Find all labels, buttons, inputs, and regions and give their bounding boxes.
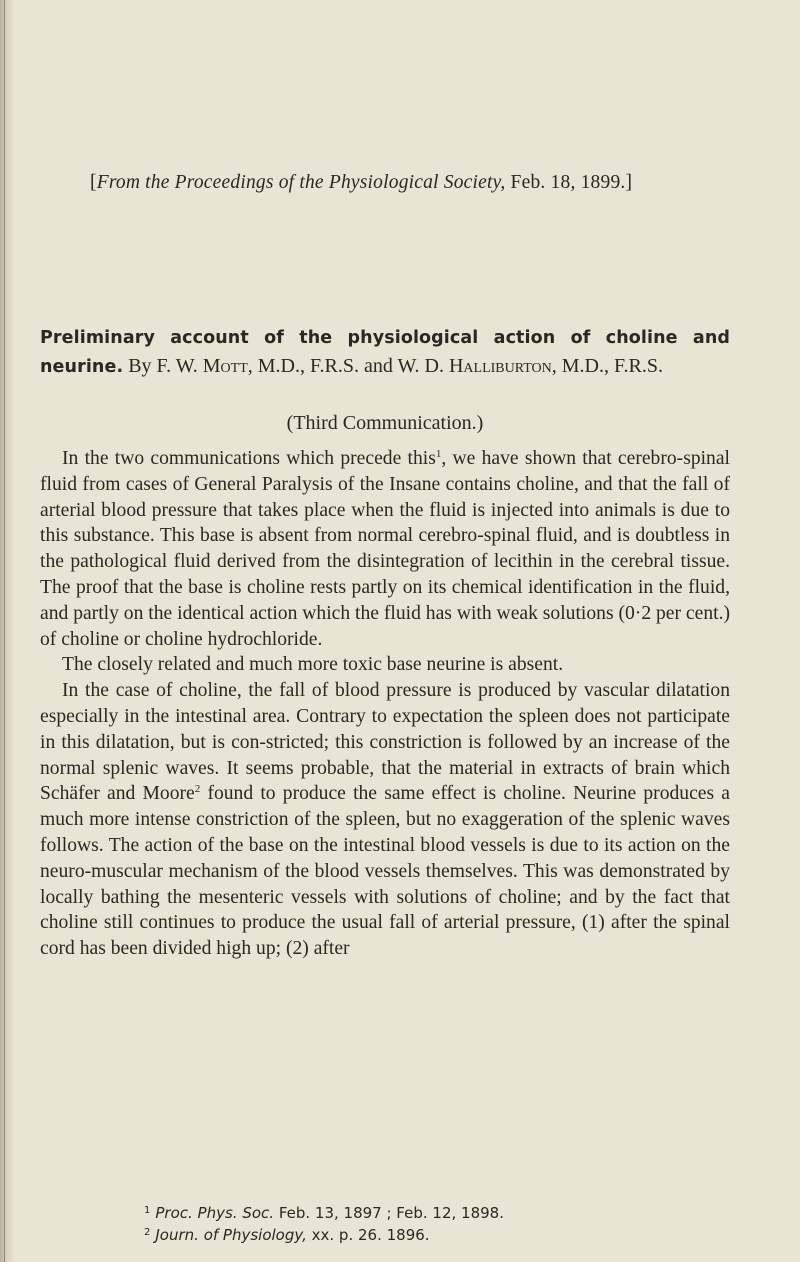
communication-label: (Third Communication.) [286, 412, 484, 434]
paragraph-3 [40, 678, 730, 962]
binding-line [4, 0, 5, 1262]
footnote-2-journal: Journ. of Physiology, [155, 1226, 307, 1244]
paragraph-1 [40, 446, 730, 652]
footnote-ref-1: 1 [435, 448, 442, 460]
footnote-1 [144, 1201, 744, 1223]
footnote-1-journal: Proc. Phys. Soc. [155, 1204, 275, 1222]
author-by: By F. W. [128, 355, 198, 377]
article-body [40, 446, 730, 962]
footnotes [144, 1201, 744, 1245]
open-bracket: [ [90, 172, 97, 193]
author2-credentials: M.D., F.R.S. [561, 355, 663, 377]
footnote-2-mark: 2 [144, 1227, 151, 1238]
article-title: Preliminary account of the physiological action of choline and neurine. [40, 328, 730, 377]
paragraph-2: The closely related and much more toxic base neurine is absent. [62, 654, 564, 676]
close-bracket: ] [625, 172, 633, 193]
footnote-1-ref: Feb. 13, 1897 ; Feb. 12, 1898. [278, 1204, 504, 1222]
paragraph-3-text-b: found to produce the same effect is choline. Neurine produces a much more intense constriction of the spleen, but no exaggeration of the splenic waves follows. The action of the base on the intestinal blood vessels is due to its action on the neuro-muscular mechanism of the blood vessels themselves. This was demonstrated by locally bathing the mesenteric vessels with solutions of choline; and by the fact that choline still continues to produce the usual fall of arterial pressure, (1) after the spinal cord has been divided high up; (2) after [40, 783, 730, 960]
footnote-1-mark: 1 [144, 1205, 151, 1216]
paragraph-3-text-a: In the case of choline, the fall of blood pressure is produced by vascular dilatation especially in the intestinal area. Contrary to expectation the spleen does not participate in this dilatation, but is con-stricted; this constriction is followed by an increase of the normal splenic waves. It seems probable, that the material in extracts of brain which Schäfer and Moore [40, 680, 730, 805]
source-citation [90, 172, 760, 194]
footnote-2 [144, 1223, 744, 1245]
page-binding-edge [0, 0, 14, 1262]
document-page [40, 0, 770, 1262]
author1-credentials: M.D., F.R.S. and W. D. [257, 355, 444, 377]
footnote-2-ref: xx. p. 26. 1896. [311, 1226, 430, 1244]
author2-surname: Halliburton, [448, 355, 557, 377]
footnote-ref-2: 2 [194, 783, 201, 796]
article-heading [40, 323, 730, 381]
paragraph-1-text-b: , we have shown that cerebro-spinal fluid from cases of General Paralysis of the Insane contains choline, and that the fall of arterial blood pressure that takes place when the fluid is injected into animals is due to this substance. This base is absent from normal cerebro-spinal fluid, and is doubtless in the pathological fluid derived from the disintegration of lecithin in the cerebral tissue. The proof that the base is choline rests partly on its chemical identification in the fluid, and partly on the identical action which the fluid has with weak solutions (0·2 per cent.) of choline or choline hydrochloride. [40, 448, 730, 650]
source-journal: From the Proceedings of the Physiological Society, [96, 172, 506, 193]
source-date: Feb. 18, 1899. [510, 172, 626, 193]
paragraph-1-text-a: In the two communications which precede this [62, 448, 436, 469]
author1-surname: Mott, [202, 355, 253, 377]
